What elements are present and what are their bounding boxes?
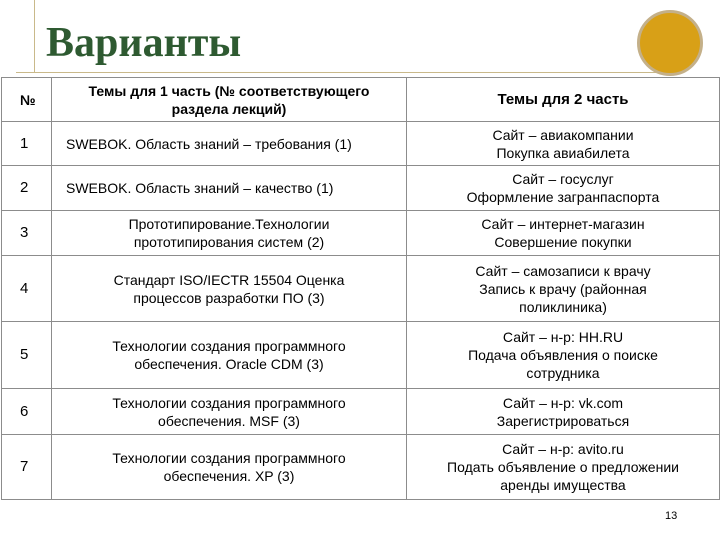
table-row xyxy=(2,322,720,389)
table-row xyxy=(2,256,720,322)
row-part2: Сайт – госуслуг Оформление загранпаспорта xyxy=(407,166,720,211)
row-part2: Сайт – н-р: avito.ru Подать объявление о предложении аренды имущества xyxy=(407,435,720,500)
row-number: 7 xyxy=(2,435,52,500)
row-part1: SWEBOK. Область знаний – качество (1) xyxy=(52,166,407,211)
decorative-circle xyxy=(637,10,703,76)
row-number: 1 xyxy=(2,122,52,166)
table-row xyxy=(2,211,720,256)
table-row xyxy=(2,435,720,500)
row-part2: Сайт – авиакомпании Покупка авиабилета xyxy=(407,122,720,166)
header-number: № xyxy=(2,78,52,122)
table-header-row xyxy=(2,78,720,122)
row-part2: Сайт – н-р: HH.RU Подача объявления о поиске сотрудника xyxy=(407,322,720,389)
variants-table xyxy=(1,77,720,500)
row-number: 6 xyxy=(2,389,52,435)
header-part1-line: раздела лекций) xyxy=(171,100,287,117)
row-number: 4 xyxy=(2,256,52,322)
row-number: 5 xyxy=(2,322,52,389)
table-row xyxy=(2,389,720,435)
table-row xyxy=(2,166,720,211)
row-number: 3 xyxy=(2,211,52,256)
slide-title: Варианты xyxy=(46,20,242,66)
row-part1: Технологии создания программного обеспечения. XP (3) xyxy=(52,435,407,500)
row-part1: SWEBOK. Область знаний – требования (1) xyxy=(52,122,407,166)
row-part1: Стандарт ISO/IECTR 15504 Оценка процессов разработки ПО (3) xyxy=(52,256,407,322)
row-part1: Технологии создания программного обеспечения. MSF (3) xyxy=(52,389,407,435)
row-part2: Сайт – н-р: vk.com Зарегистрироваться xyxy=(407,389,720,435)
row-part2: Сайт – самозаписи к врачу Запись к врачу (районная поликлиника) xyxy=(407,256,720,322)
page-number: 13 xyxy=(665,510,678,522)
row-part1: Прототипирование.Технологии прототипирования систем (2) xyxy=(52,211,407,256)
decorative-horizontal-line xyxy=(16,72,676,73)
header-part2: Темы для 2 часть xyxy=(407,78,720,122)
row-part2: Сайт – интернет-магазин Совершение покупки xyxy=(407,211,720,256)
decorative-vertical-line xyxy=(34,0,35,72)
header-part1-line: Темы для 1 часть (№ соответствующего xyxy=(88,82,370,99)
row-part1: Технологии создания программного обеспечения. Oracle CDM (3) xyxy=(52,322,407,389)
table-row xyxy=(2,122,720,166)
header-part1 xyxy=(52,78,407,122)
row-number: 2 xyxy=(2,166,52,211)
